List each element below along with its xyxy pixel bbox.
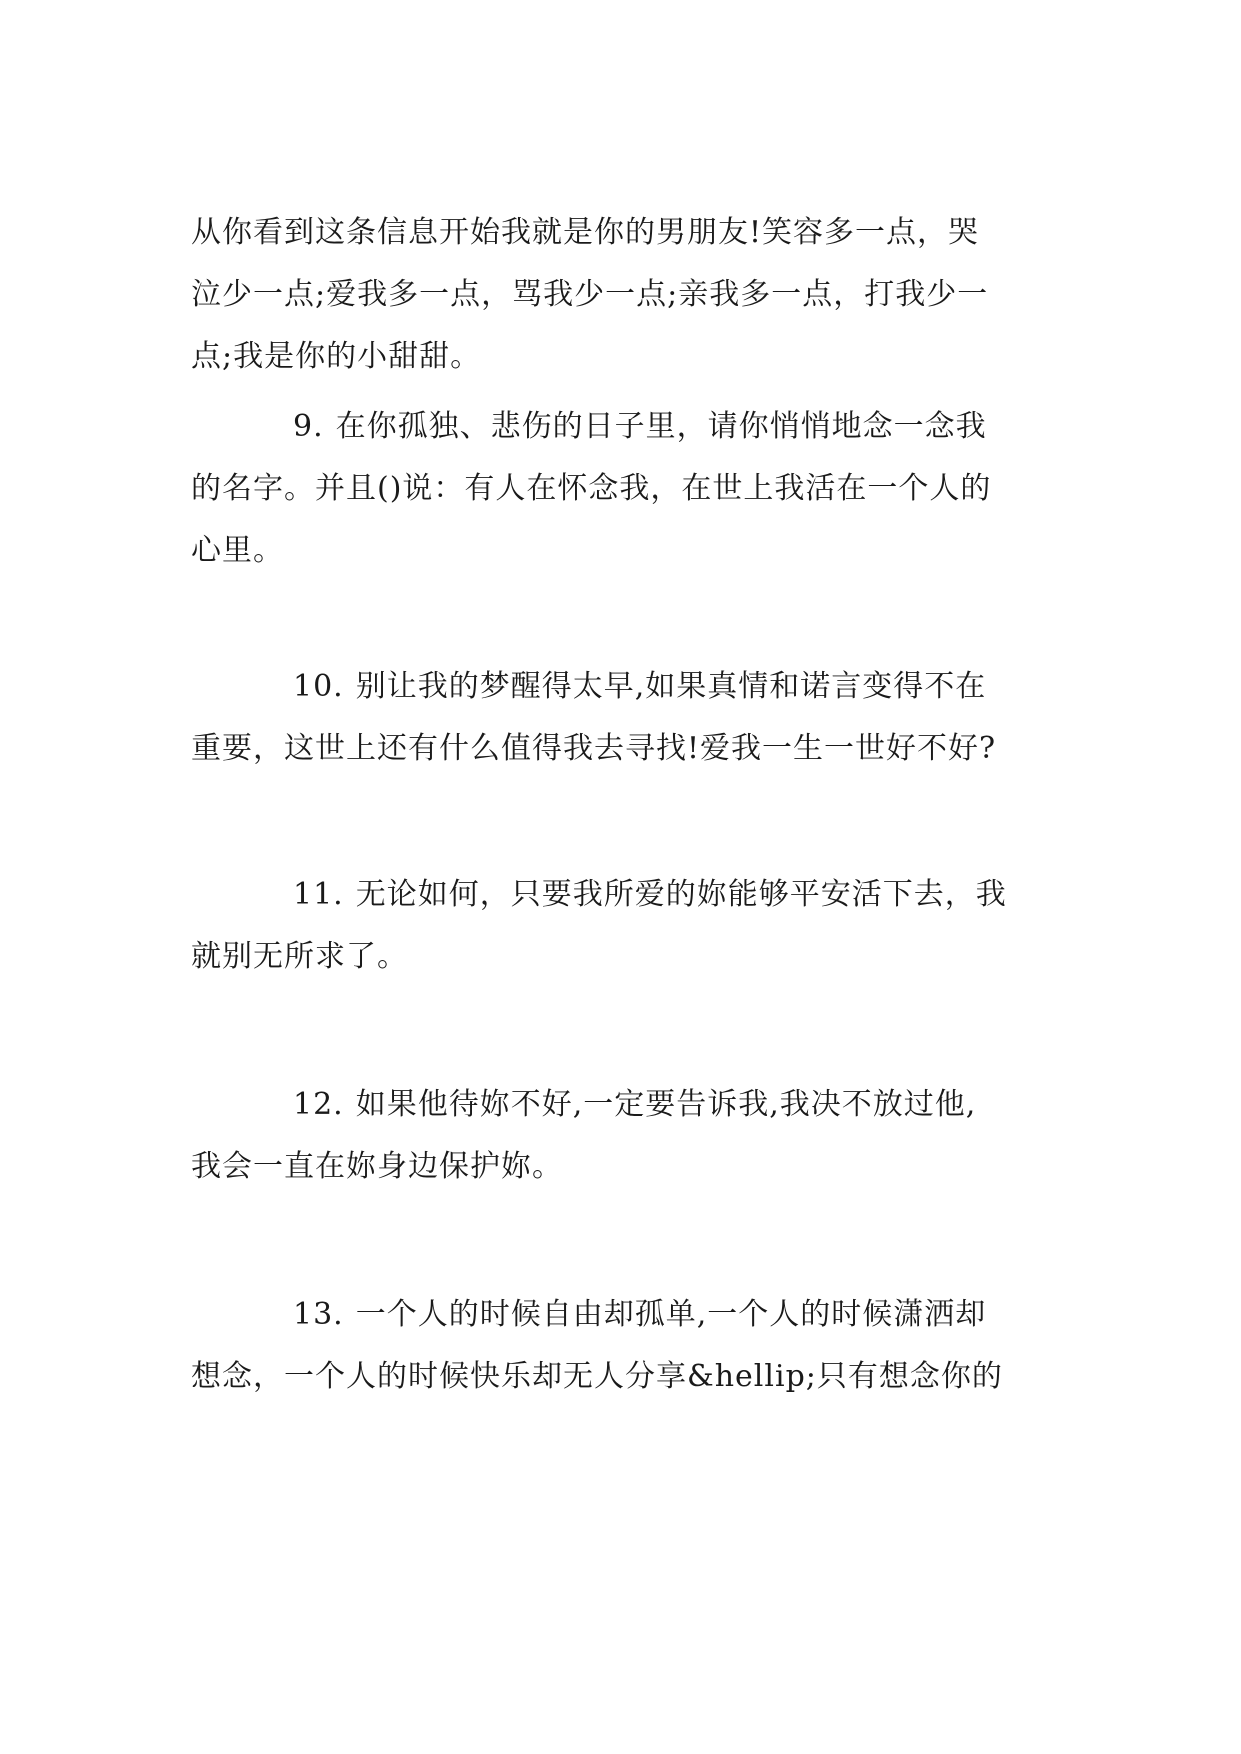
paragraph-text: 在你孤独、悲伤的日子里，请你悄悄地念一念我 的名字。并且()说：有人在怀念我，在世上我活在一个人的 心里。 xyxy=(191,409,992,568)
paragraph-13 xyxy=(191,1284,1051,1408)
paragraph-12 xyxy=(191,1074,1051,1198)
paragraph-text: 如果他待妳不好,一定要告诉我,我决不放过他, 我会一直在妳身边保护妳。 xyxy=(191,1087,977,1184)
paragraph-text: 别让我的梦醒得太早,如果真情和诺言变得不在 重要，这世上还有什么值得我去寻找!爱我一生一世好不好? xyxy=(191,669,997,766)
paragraph-text: 从你看到这条信息开始我就是你的男朋友!笑容多一点，哭 泣少一点;爱我多一点，骂我少一点;亲我多一点，打我少一 点;我是你的小甜甜。 xyxy=(191,215,989,374)
paragraph-11 xyxy=(191,864,1051,988)
paragraph-number: 9. xyxy=(293,409,324,444)
paragraph-text: 一个人的时候自由却孤单,一个人的时候潇洒却 想念，一个人的时候快乐却无人分享&hellip;只有想念你的 xyxy=(191,1297,1003,1394)
paragraph-number: 13. xyxy=(293,1297,344,1332)
paragraph-number: 11. xyxy=(293,877,344,912)
paragraph-10 xyxy=(191,656,1051,780)
paragraph-number: 12. xyxy=(293,1087,344,1122)
paragraph-9 xyxy=(191,396,1051,582)
paragraph-text: 无论如何，只要我所爱的妳能够平安活下去，我 就别无所求了。 xyxy=(191,877,1007,974)
paragraph-number: 10. xyxy=(293,669,344,704)
paragraph-continuation xyxy=(191,140,1051,388)
